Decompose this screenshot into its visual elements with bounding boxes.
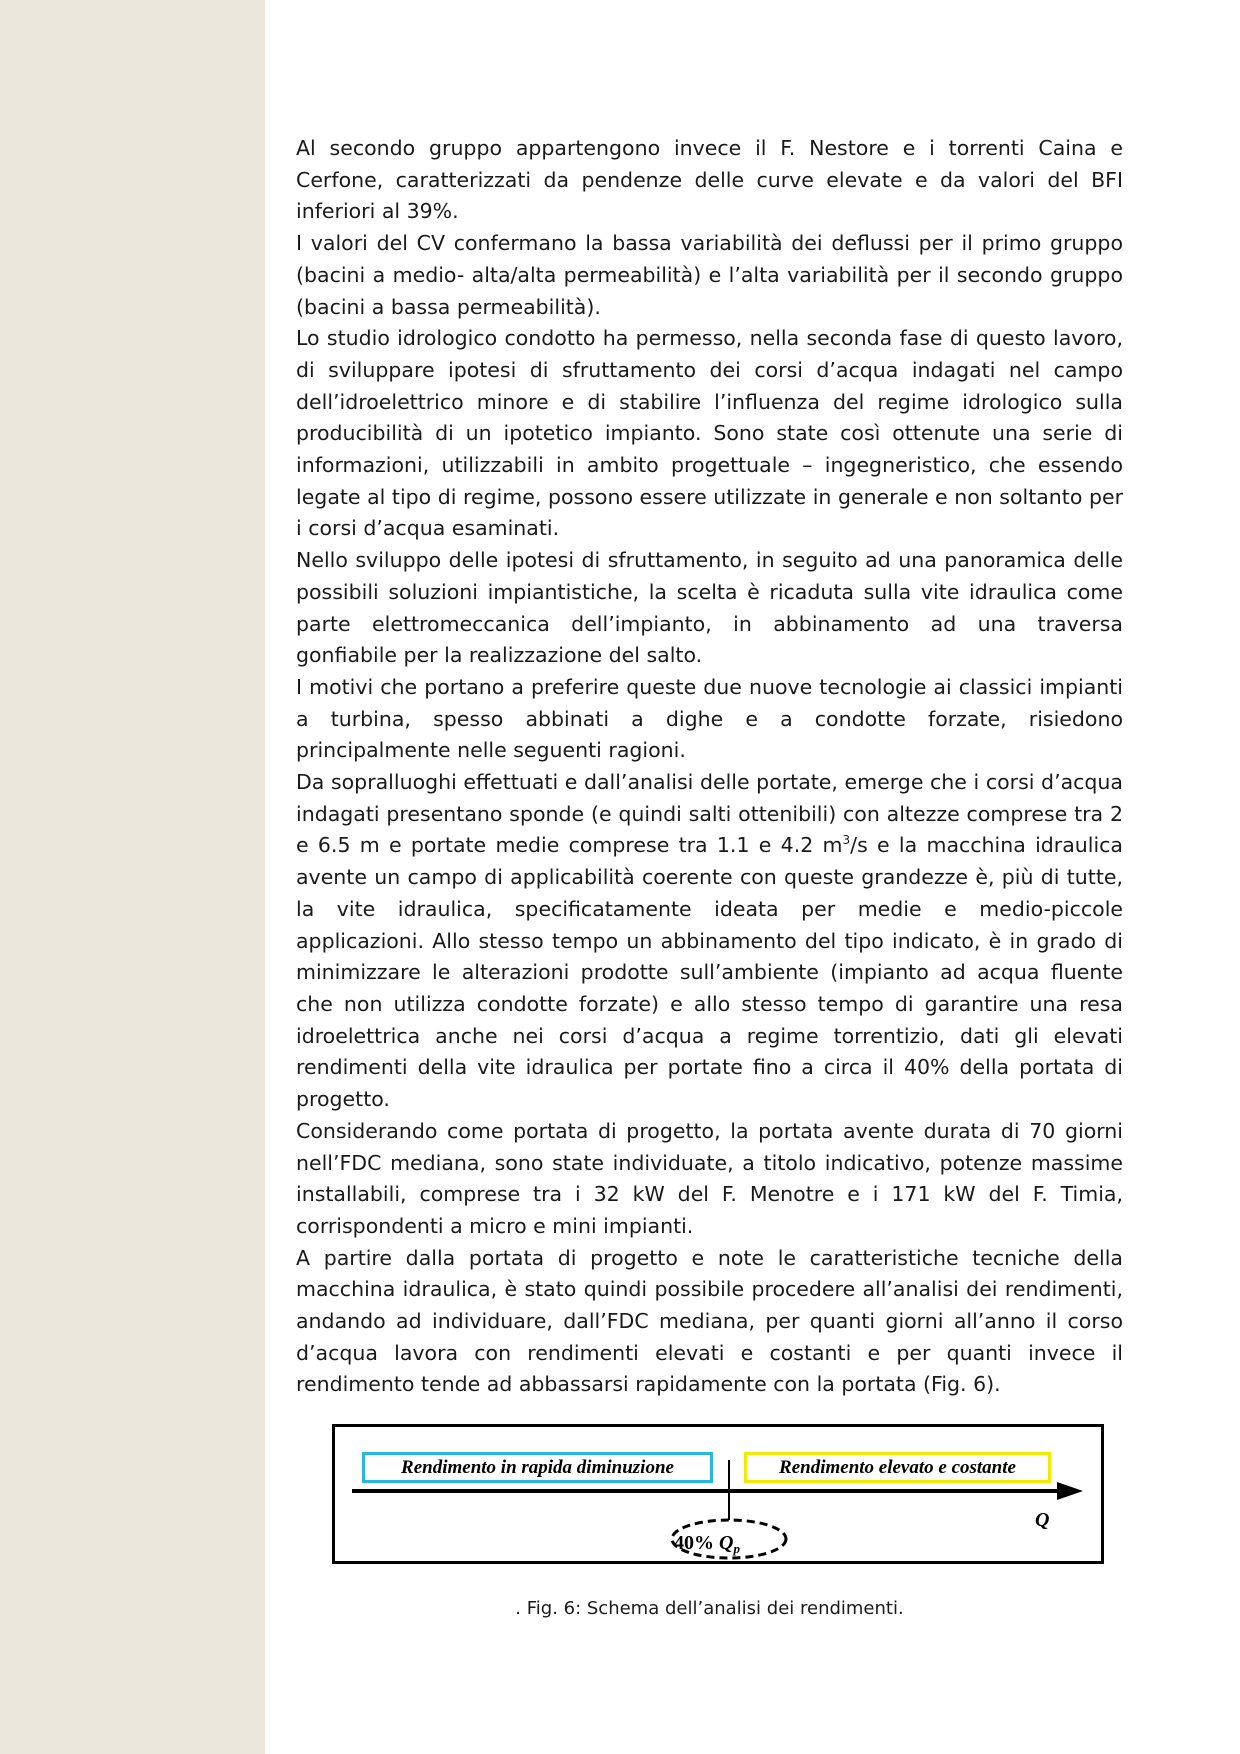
low-efficiency-box: Rendimento in rapida diminuzione (362, 1452, 713, 1483)
threshold-subscript: p (733, 1541, 740, 1556)
paragraph-exploitation-hypotheses: Nello sviluppo delle ipotesi di sfruttamento, in seguito ad una panoramica delle possibili soluzioni impiantistiche, la scelta è ricaduta sulla vite idraulica come parte elettromeccanica dell’impianto, in abbinamento ad una traversa gonfiabile per la realizzazione del salto. (296, 548, 1123, 668)
flow-axis-arrowhead (1057, 1482, 1083, 1500)
paragraph-design-flow: Considerando come portata di progetto, la portata avente durata di 70 giorni nell’FDC mediana, sono state individuate, a titolo indicativo, potenze massime installabili, comprese tra i 32 kW del F. Menotre e i 171 kW del F. Timia, corrispondenti a micro e mini impianti. (296, 1118, 1123, 1238)
flow-analysis-text-start: Da sopralluoghi effettuati e dall’analisi delle portate, emerge che i corsi d’acqua indagati presentano sponde (e quindi salti ottenibili) con altezze comprese tra 2 e 6.5 m e portate medie comprese tra 1.1 e 4.2 m (296, 770, 1123, 858)
paragraph-cv-values: I valori del CV confermano la bassa variabilità dei deflussi per il primo gruppo (bacini a medio- alta/alta permeabilità) e l’alta variabilità per il secondo gruppo (bacini a bassa permeabilità). (296, 231, 1123, 319)
paragraph-efficiency-analysis: A partire dalla portata di progetto e note le caratteristiche tecniche della macchina idraulica, è stato quindi possibile procedere all’analisi dei rendimenti, andando ad individuare, dall’FDC mediana, per quanti giorni all’anno il corso d’acqua lavora con rendimenti elevati e costanti e per quanti invece il rendimento tende ad abbassarsi rapidamente con la portata (Fig. 6). (296, 1245, 1123, 1397)
paragraph-second-group: Al secondo gruppo appartengono invece il F. Nestore e i torrenti Caina e Cerfone, caratterizzati da pendenze delle curve elevate e da valori del BFI inferiori al 39%. (296, 136, 1123, 224)
body-text (296, 133, 1123, 1401)
paragraph-flow-analysis (296, 767, 1123, 1116)
threshold-symbol: Q (719, 1532, 734, 1554)
figure-caption: . Fig. 6: Schema dell’analisi dei rendimenti. (515, 1598, 904, 1619)
cubic-superscript: 3 (842, 833, 851, 848)
threshold-percent: 40% (674, 1532, 715, 1554)
axis-label-q: Q (1035, 1509, 1050, 1531)
threshold-label (664, 1531, 750, 1555)
paragraph-motivations: I motivi che portano a preferire queste due nuove tecnologie ai classici impianti a turbina, spesso abbinati a dighe e a condotte forzate, risiedono principalmente nelle seguenti ragioni. (296, 674, 1123, 763)
flow-analysis-text-end: /s e la macchina idraulica avente un campo di applicabilità coerente con queste grandezze è, più di tutte, la vite idraulica, specificatamente ideata per medie e medio-piccole applicazioni. Allo stesso tempo un abbinamento del tipo indicato, è in grado di minimizzare le alterazioni prodotte sull’ambiente (impianto ad acqua fluente che non utilizza condotte forzate) e allo stesso tempo di garantire una resa idroelettrica anche nei corsi d’acqua a regime torrentizio, dati gli elevati rendimenti della vite idraulica per portate fino a circa il 40% della portata di progetto. (296, 833, 1123, 1112)
left-margin-band (0, 0, 265, 1754)
efficiency-scheme-figure (332, 1424, 1104, 1564)
paragraph-hydrological-study: Lo studio idrologico condotto ha permesso, nella seconda fase di questo lavoro, di sviluppare ipotesi di sfruttamento dei corsi d’acqua indagati nel campo dell’idroelettrico minore e di stabilire l’influenza del regime idrologico sulla producibilità di un ipotetico impianto. Sono state così ottenute una serie di informazioni, utilizzabili in ambito progettuale – ingegneristico, che essendo legate al tipo di regime, possono essere utilizzate in generale e non soltanto per i corsi d’acqua esaminati. (296, 326, 1123, 541)
high-efficiency-box: Rendimento elevato e costante (744, 1452, 1051, 1483)
